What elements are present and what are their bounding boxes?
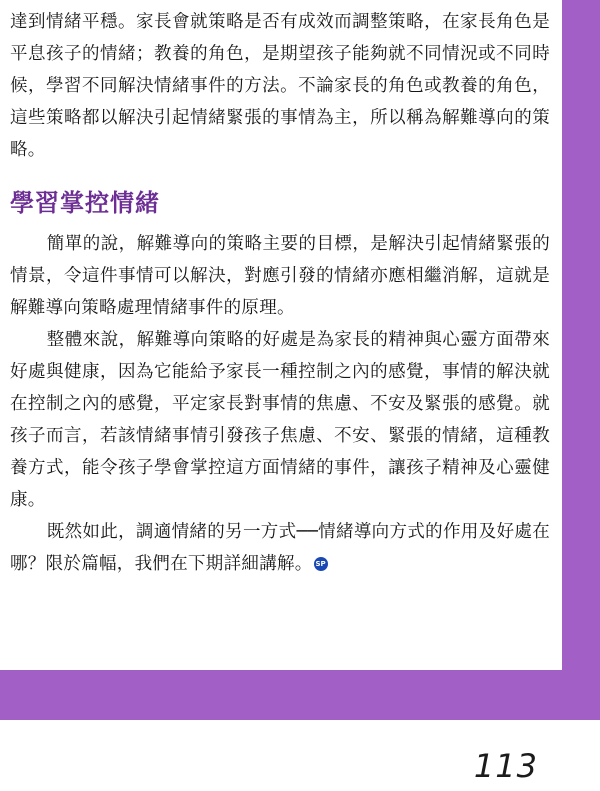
paragraph-3	[10, 516, 550, 580]
bottom-decorative-band	[0, 670, 600, 720]
section-heading: 學習掌控情緒	[10, 189, 160, 217]
paragraph-3-text: 既然如此，調適情緒的另一方式──情緒導向方式的作用及好處在哪？限於篇幅，我們在下期詳細講解。	[10, 522, 550, 574]
paragraph-1: 簡單的說，解難導向的策略主要的目標，是解決引起情緒緊張的情景，令這件事情可以解決，對應引發的情緒亦應相繼消解，這就是解難導向策略處理情緒事件的原理。	[10, 234, 550, 318]
paragraph-2: 整體來說，解難導向策略的好處是為家長的精神與心靈方面帶來好處與健康，因為它能給予家長一種控制之內的感覺，事情的解決就在控制之內的感覺，平定家長對事情的焦慮、不安及緊張的感覺。就孩子而言，若該情緒事情引發孩子焦慮、不安、緊張的情緒，這種教養方式，能令孩子學會掌控這方面情緒的事件，讓孩子精神及心靈健康。	[10, 330, 550, 510]
sp-end-badge-icon: SP	[314, 557, 328, 571]
page-number: 113	[473, 747, 538, 785]
intro-paragraph: 達到情緒平穩。家長會就策略是否有成效而調整策略，在家長角色是平息孩子的情緒；教養的角色，是期望孩子能夠就不同情況或不同時候，學習不同解決情緒事件的方法。不論家長的角色或教養的角色，這些策略都以解決引起情緒緊張的事情為主，所以稱為解難導向的策略。	[10, 12, 550, 160]
right-decorative-band	[562, 0, 600, 720]
article-body	[10, 6, 550, 580]
